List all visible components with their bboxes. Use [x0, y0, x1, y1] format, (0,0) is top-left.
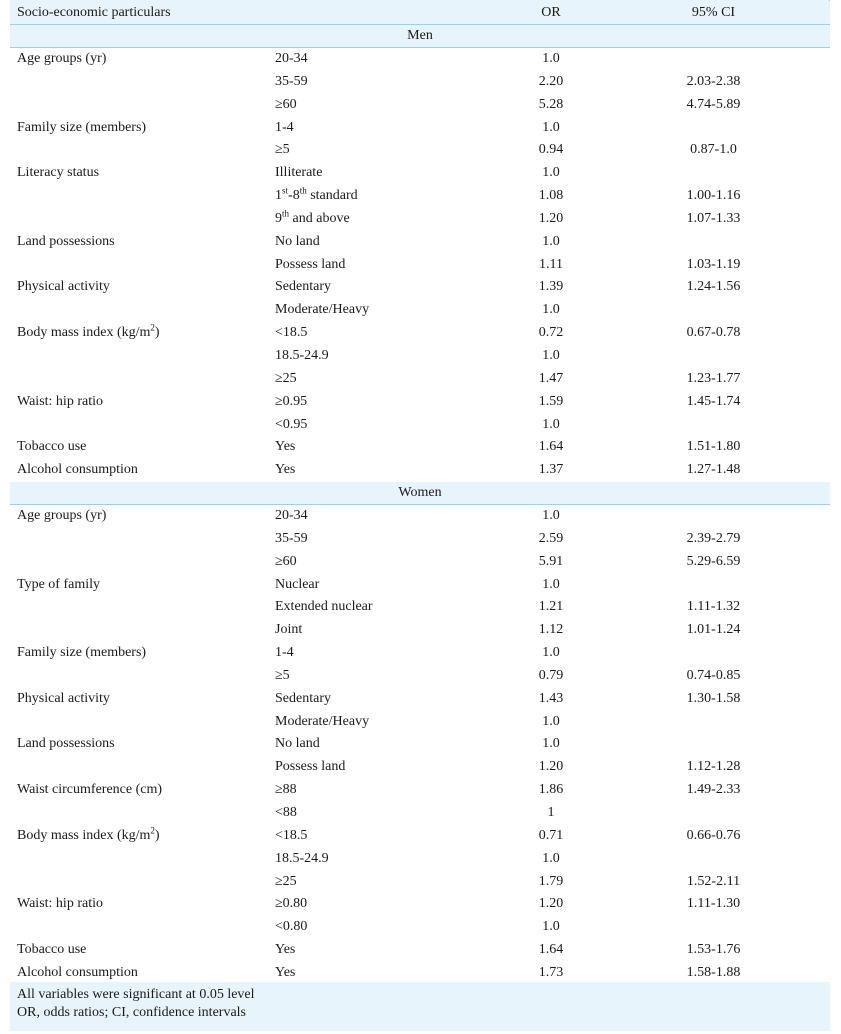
- cell-category: ≥25: [275, 368, 505, 391]
- cell-odds-ratio: 2.59: [505, 528, 597, 551]
- table-row: [10, 414, 830, 437]
- cell-variable: [10, 254, 275, 277]
- cell-confidence-interval: 1.01-1.24: [597, 619, 830, 642]
- header-particulars: Socio-economic particulars: [10, 1, 275, 25]
- table-row: [10, 299, 830, 322]
- cell-confidence-interval: 1.27-1.48: [597, 459, 830, 482]
- header-ci: 95% CI: [597, 1, 830, 25]
- cell-odds-ratio: 0.71: [505, 825, 597, 848]
- cell-category: <0.80: [275, 916, 505, 939]
- cell-confidence-interval: 1.11-1.32: [597, 596, 830, 619]
- table-row: [10, 848, 830, 871]
- header-or: OR: [505, 1, 597, 25]
- cell-variable: [10, 711, 275, 734]
- cell-odds-ratio: 1.79: [505, 871, 597, 894]
- cell-variable: [10, 916, 275, 939]
- cell-category: 35-59: [275, 71, 505, 94]
- table-row: [10, 574, 830, 597]
- cell-category: Sedentary: [275, 688, 505, 711]
- cell-variable: Alcohol consumption: [10, 459, 275, 482]
- cell-odds-ratio: 1.39: [505, 276, 597, 299]
- cell-category: Possess land: [275, 254, 505, 277]
- table-row: [10, 665, 830, 688]
- cell-confidence-interval: 1.45-1.74: [597, 391, 830, 414]
- cell-odds-ratio: 1.59: [505, 391, 597, 414]
- cell-confidence-interval: [597, 711, 830, 734]
- cell-category: ≥0.95: [275, 391, 505, 414]
- cell-confidence-interval: 1.53-1.76: [597, 939, 830, 962]
- table-row: [10, 711, 830, 734]
- table-row: [10, 391, 830, 414]
- cell-variable: [10, 94, 275, 117]
- cell-category: 20-34: [275, 48, 505, 71]
- cell-odds-ratio: 1.0: [505, 162, 597, 185]
- table-header-row: [10, 1, 830, 25]
- table-row: [10, 756, 830, 779]
- cell-odds-ratio: 1.0: [505, 505, 597, 528]
- cell-odds-ratio: 1.0: [505, 299, 597, 322]
- cell-category: 35-59: [275, 528, 505, 551]
- cell-variable: Tobacco use: [10, 939, 275, 962]
- cell-variable: [10, 71, 275, 94]
- cell-category: <88: [275, 802, 505, 825]
- cell-variable: Waist: hip ratio: [10, 893, 275, 916]
- cell-confidence-interval: [597, 414, 830, 437]
- cell-category: ≥25: [275, 871, 505, 894]
- cell-category: ≥88: [275, 779, 505, 802]
- odds-ratio-table: [10, 1, 830, 985]
- cell-category: Moderate/Heavy: [275, 711, 505, 734]
- cell-confidence-interval: 0.66-0.76: [597, 825, 830, 848]
- cell-variable: [10, 345, 275, 368]
- table-row: [10, 436, 830, 459]
- cell-category: ≥0.80: [275, 893, 505, 916]
- cell-category: Yes: [275, 962, 505, 985]
- cell-confidence-interval: [597, 299, 830, 322]
- footnote-significance: All variables were significant at 0.05 level: [17, 987, 255, 1002]
- cell-confidence-interval: [597, 733, 830, 756]
- table-row: [10, 276, 830, 299]
- cell-odds-ratio: 1.0: [505, 916, 597, 939]
- cell-odds-ratio: 1.0: [505, 733, 597, 756]
- table-row: [10, 642, 830, 665]
- table-row: [10, 231, 830, 254]
- cell-variable: Waist: hip ratio: [10, 391, 275, 414]
- section-title: Women: [10, 482, 830, 505]
- cell-confidence-interval: [597, 848, 830, 871]
- table-row: [10, 139, 830, 162]
- cell-variable: [10, 139, 275, 162]
- table-row: [10, 459, 830, 482]
- cell-category: 1-4: [275, 117, 505, 140]
- cell-variable: Physical activity: [10, 688, 275, 711]
- cell-confidence-interval: 0.87-1.0: [597, 139, 830, 162]
- cell-category: Extended nuclear: [275, 596, 505, 619]
- table-row: [10, 185, 830, 208]
- table-row: [10, 117, 830, 140]
- cell-odds-ratio: 1.0: [505, 711, 597, 734]
- section-header-row: [10, 482, 830, 505]
- cell-odds-ratio: 1.64: [505, 939, 597, 962]
- cell-odds-ratio: 1.0: [505, 414, 597, 437]
- cell-variable: [10, 528, 275, 551]
- cell-confidence-interval: 1.58-1.88: [597, 962, 830, 985]
- table-row: [10, 893, 830, 916]
- cell-category: <18.5: [275, 322, 505, 345]
- table-row: [10, 596, 830, 619]
- cell-confidence-interval: [597, 916, 830, 939]
- cell-category: ≥60: [275, 551, 505, 574]
- cell-variable: [10, 665, 275, 688]
- cell-category: Joint: [275, 619, 505, 642]
- cell-category: 9th and above: [275, 208, 505, 231]
- cell-confidence-interval: [597, 231, 830, 254]
- cell-odds-ratio: 1.20: [505, 893, 597, 916]
- cell-variable: [10, 848, 275, 871]
- table-row: [10, 94, 830, 117]
- cell-odds-ratio: 1.11: [505, 254, 597, 277]
- cell-category: Yes: [275, 939, 505, 962]
- cell-category: Possess land: [275, 756, 505, 779]
- cell-category: Moderate/Heavy: [275, 299, 505, 322]
- table-row: [10, 939, 830, 962]
- cell-odds-ratio: 1.64: [505, 436, 597, 459]
- cell-odds-ratio: 1.0: [505, 848, 597, 871]
- cell-category: ≥60: [275, 94, 505, 117]
- cell-variable: [10, 551, 275, 574]
- cell-confidence-interval: 1.07-1.33: [597, 208, 830, 231]
- cell-odds-ratio: 5.28: [505, 94, 597, 117]
- cell-variable: [10, 619, 275, 642]
- table-row: [10, 551, 830, 574]
- cell-odds-ratio: 1.0: [505, 117, 597, 140]
- cell-variable: Family size (members): [10, 117, 275, 140]
- cell-category: 1st-8th standard: [275, 185, 505, 208]
- cell-category: No land: [275, 231, 505, 254]
- table-row: [10, 871, 830, 894]
- cell-confidence-interval: [597, 505, 830, 528]
- cell-variable: [10, 368, 275, 391]
- cell-confidence-interval: 1.30-1.58: [597, 688, 830, 711]
- cell-confidence-interval: 1.51-1.80: [597, 436, 830, 459]
- table-row: [10, 322, 830, 345]
- cell-confidence-interval: 1.12-1.28: [597, 756, 830, 779]
- cell-variable: [10, 756, 275, 779]
- cell-confidence-interval: 2.39-2.79: [597, 528, 830, 551]
- cell-odds-ratio: 0.94: [505, 139, 597, 162]
- cell-category: 18.5-24.9: [275, 848, 505, 871]
- table-row: [10, 733, 830, 756]
- cell-confidence-interval: [597, 162, 830, 185]
- cell-category: <18.5: [275, 825, 505, 848]
- table-row: [10, 254, 830, 277]
- table-row: [10, 48, 830, 71]
- cell-odds-ratio: 0.79: [505, 665, 597, 688]
- table-row: [10, 345, 830, 368]
- table-row: [10, 368, 830, 391]
- cell-category: 20-34: [275, 505, 505, 528]
- cell-category: Yes: [275, 459, 505, 482]
- section-header-row: [10, 25, 830, 48]
- cell-category: Illiterate: [275, 162, 505, 185]
- table-row: [10, 688, 830, 711]
- cell-variable: Alcohol consumption: [10, 962, 275, 985]
- cell-category: Sedentary: [275, 276, 505, 299]
- cell-odds-ratio: 1.0: [505, 345, 597, 368]
- cell-variable: Literacy status: [10, 162, 275, 185]
- footnote-abbreviations: OR, odds ratios; CI, confidence intervals: [17, 1005, 247, 1020]
- cell-category: <0.95: [275, 414, 505, 437]
- cell-odds-ratio: 1.37: [505, 459, 597, 482]
- cell-category: Nuclear: [275, 574, 505, 597]
- cell-variable: [10, 802, 275, 825]
- cell-confidence-interval: 2.03-2.38: [597, 71, 830, 94]
- cell-variable: [10, 871, 275, 894]
- cell-confidence-interval: 0.74-0.85: [597, 665, 830, 688]
- cell-category: ≥5: [275, 665, 505, 688]
- table-footnotes: [10, 982, 830, 1031]
- cell-variable: Body mass index $(kg/m^2)$: [10, 825, 275, 848]
- cell-odds-ratio: 1.0: [505, 48, 597, 71]
- cell-confidence-interval: [597, 802, 830, 825]
- table-row: [10, 619, 830, 642]
- cell-variable: [10, 185, 275, 208]
- cell-confidence-interval: [597, 48, 830, 71]
- cell-odds-ratio: 1.20: [505, 208, 597, 231]
- cell-odds-ratio: 1.21: [505, 596, 597, 619]
- cell-variable: Type of family: [10, 574, 275, 597]
- cell-confidence-interval: 4.74-5.89: [597, 94, 830, 117]
- cell-confidence-interval: 0.67-0.78: [597, 322, 830, 345]
- table-row: [10, 162, 830, 185]
- cell-confidence-interval: [597, 345, 830, 368]
- header-category: [275, 1, 505, 25]
- cell-variable: [10, 596, 275, 619]
- table-row: [10, 71, 830, 94]
- cell-odds-ratio: 2.20: [505, 71, 597, 94]
- table-row: [10, 916, 830, 939]
- cell-confidence-interval: 1.00-1.16: [597, 185, 830, 208]
- cell-odds-ratio: 1: [505, 802, 597, 825]
- cell-odds-ratio: 1.12: [505, 619, 597, 642]
- cell-odds-ratio: 1.0: [505, 231, 597, 254]
- cell-confidence-interval: [597, 117, 830, 140]
- cell-variable: Physical activity: [10, 276, 275, 299]
- cell-odds-ratio: 1.20: [505, 756, 597, 779]
- cell-variable: Body mass index $(kg/m^2)$: [10, 322, 275, 345]
- cell-variable: [10, 299, 275, 322]
- cell-odds-ratio: 1.43: [505, 688, 597, 711]
- cell-odds-ratio: 1.73: [505, 962, 597, 985]
- table-row: [10, 528, 830, 551]
- cell-confidence-interval: 5.29-6.59: [597, 551, 830, 574]
- cell-variable: Land possessions: [10, 733, 275, 756]
- cell-category: 1-4: [275, 642, 505, 665]
- cell-variable: Age groups (yr): [10, 48, 275, 71]
- cell-confidence-interval: 1.52-2.11: [597, 871, 830, 894]
- cell-odds-ratio: 1.0: [505, 574, 597, 597]
- cell-odds-ratio: 1.86: [505, 779, 597, 802]
- cell-odds-ratio: 0.72: [505, 322, 597, 345]
- section-title: Men: [10, 25, 830, 48]
- table-row: [10, 208, 830, 231]
- cell-variable: Age groups (yr): [10, 505, 275, 528]
- cell-odds-ratio: 1.08: [505, 185, 597, 208]
- table-row: [10, 802, 830, 825]
- table-row: [10, 779, 830, 802]
- cell-variable: Land possessions: [10, 231, 275, 254]
- cell-category: 18.5-24.9: [275, 345, 505, 368]
- cell-odds-ratio: 1.47: [505, 368, 597, 391]
- cell-confidence-interval: 1.49-2.33: [597, 779, 830, 802]
- table-row: [10, 825, 830, 848]
- cell-confidence-interval: 1.11-1.30: [597, 893, 830, 916]
- cell-variable: Waist circumference (cm): [10, 779, 275, 802]
- cell-category: No land: [275, 733, 505, 756]
- cell-confidence-interval: 1.24-1.56: [597, 276, 830, 299]
- table-row: [10, 505, 830, 528]
- cell-odds-ratio: 5.91: [505, 551, 597, 574]
- cell-variable: [10, 414, 275, 437]
- cell-category: Yes: [275, 436, 505, 459]
- cell-confidence-interval: [597, 574, 830, 597]
- cell-variable: [10, 208, 275, 231]
- cell-odds-ratio: 1.0: [505, 642, 597, 665]
- cell-confidence-interval: 1.23-1.77: [597, 368, 830, 391]
- cell-confidence-interval: [597, 642, 830, 665]
- cell-variable: Tobacco use: [10, 436, 275, 459]
- cell-confidence-interval: 1.03-1.19: [597, 254, 830, 277]
- cell-category: ≥5: [275, 139, 505, 162]
- cell-variable: Family size (members): [10, 642, 275, 665]
